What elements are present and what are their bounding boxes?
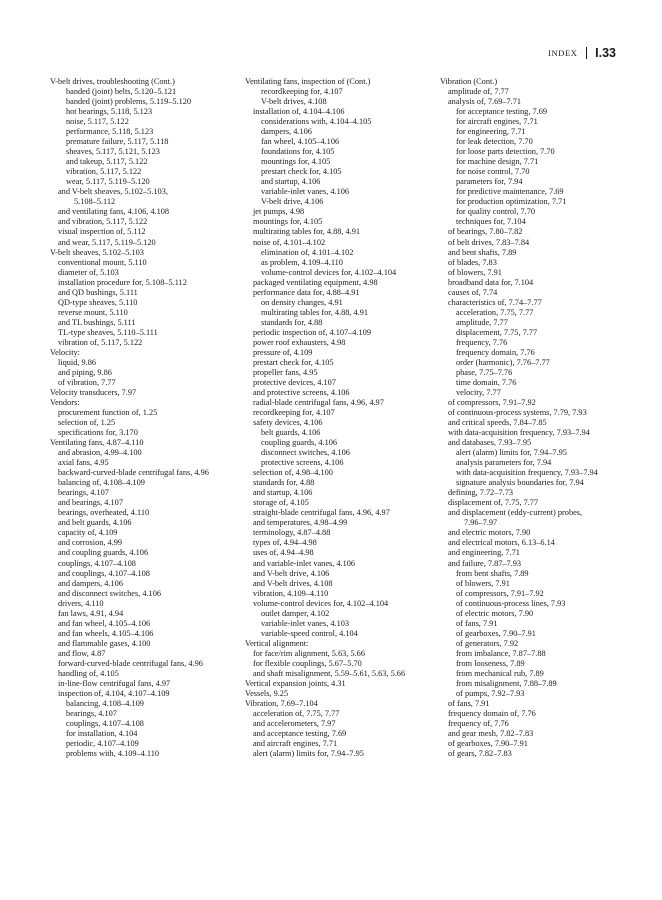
- index-sub-entry: couplings, 4.107–4.108: [58, 558, 136, 568]
- index-sub-entry: handling of, 4.105: [58, 668, 119, 678]
- index-sub-entry: of fans, 7.91: [456, 618, 498, 628]
- index-sub-entry: and engineering, 7.71: [448, 548, 520, 558]
- index-sub-entry: and protective screens, 4.106: [253, 387, 350, 397]
- index-sub-entry: and bent shafts, 7.89: [448, 247, 517, 257]
- index-sub-entry: and flow, 4.87: [58, 648, 106, 658]
- index-main-entry: Vibration (Cont.): [440, 77, 498, 86]
- index-sub-entry: conventional mount, 5.110: [58, 257, 147, 267]
- index-sub-entry: with data-acquisition frequency, 7.93–7.94: [448, 428, 590, 438]
- index-main-entry: Ventilating fans, 4.87–4.110: [50, 438, 144, 448]
- index-sub-entry: defining, 7.72–7.73: [448, 488, 513, 498]
- index-sub-entry: outlet damper, 4.102: [261, 608, 330, 618]
- index-sub-entry: multirating tables for, 4.88, 4.91: [253, 227, 361, 237]
- index-sub-entry: and belt guards, 4.106: [58, 518, 132, 528]
- index-sub-entry: parameters for, 7.94: [456, 177, 523, 187]
- index-sub-entry: velocity, 7.77: [456, 387, 501, 397]
- index-sub-entry: straight-blade centrifugal fans, 4.96, 4.97: [253, 508, 390, 518]
- index-sub-entry: reverse mount, 5.110: [58, 307, 128, 317]
- index-sub-entry: mountings for, 4.105: [261, 157, 331, 167]
- index-sub-entry: and wear, 5.117, 5.119–5.120: [58, 237, 156, 247]
- index-sub-entry: for engineering, 7.71: [456, 127, 526, 137]
- index-sub-entry: variable-inlet vanes, 4.106: [261, 187, 350, 197]
- index-sub-entry: packaged ventilating equipment, 4.98: [253, 277, 378, 287]
- index-sub-entry: of blowers, 7.91: [448, 267, 502, 277]
- index-sub-entry: dampers, 4.106: [261, 127, 312, 137]
- index-sub-entry: volume-control devices for, 4.102–4.104: [261, 267, 397, 277]
- index-sub-entry: alert (alarm) limits for, 7.94–7.95: [253, 749, 364, 759]
- index-sub-entry: V-belt drive, 4.106: [261, 197, 324, 207]
- index-sub-entry: selection of, 1.25: [58, 418, 116, 428]
- index-sub-entry: and bearings, 4.107: [58, 498, 123, 508]
- index-sub-entry: and accelerometers, 7.97: [253, 719, 336, 728]
- index-sub-entry: of gearboxes, 7.90–7.91: [448, 739, 528, 749]
- index-sub-entry: order (harmonic), 7.76–7.77: [456, 357, 550, 367]
- index-sub-entry: analysis of, 7.69–7.71: [448, 97, 522, 107]
- index-sub-entry: recordkeeping for, 4.107: [253, 408, 335, 418]
- index-sub-entry: of electric motors, 7.90: [456, 608, 534, 618]
- index-sub-entry: installation procedure for, 5.108–5.112: [58, 277, 187, 287]
- index-main-entry: Vendors:: [50, 398, 80, 407]
- index-sub-entry: and coupling guards, 4.106: [58, 548, 149, 558]
- index-sub-entry: liquid, 9.86: [58, 357, 97, 367]
- index-sub-entry: and dampers, 4.106: [58, 578, 123, 588]
- index-sub-entry: prestart check for, 4.105: [253, 357, 334, 367]
- index-sub-entry: as problem, 4.109–4.110: [261, 257, 343, 267]
- index-sub-entry: frequency of, 7.76: [448, 719, 509, 728]
- index-sub-entry: with data-acquisition frequency, 7.93–7.94: [456, 468, 598, 478]
- index-sub-entry: for aircraft engines, 7.71: [456, 117, 538, 127]
- index-sub-entry: axial fans, 4.95: [58, 458, 109, 468]
- index-sub-entry: of continuous-process lines, 7.93: [456, 598, 566, 608]
- index-sub-entry: causes of, 7.74: [448, 287, 498, 297]
- index-main-entry: V-belt sheaves, 5.102–5.103: [50, 247, 144, 257]
- index-sub-entry: foundations for, 4.105: [261, 147, 335, 157]
- index-sub-entry: broadband data for, 7.104: [448, 277, 534, 287]
- index-sub-entry: prestart check for, 4.105: [261, 167, 342, 177]
- index-sub-entry: and TL bushings, 5.111: [58, 317, 136, 327]
- index-sub-entry: bearings, 4.107: [66, 708, 117, 718]
- index-sub-entry: belt guards, 4.106: [261, 428, 321, 438]
- index-sub-entry: on density changes, 4.91: [261, 297, 343, 307]
- index-sub-entry: sheaves, 5.117, 5.121, 5.123: [66, 147, 160, 157]
- index-sub-entry: of vibration, 7.77: [58, 377, 116, 387]
- index-sub-entry: installation of, 4.104–4.106: [253, 107, 345, 117]
- index-sub-entry: and electrical motors, 6.13–6.14: [448, 538, 555, 548]
- index-sub-entry: periodic, 4.107–4.109: [66, 739, 139, 749]
- index-sub-entry: from misalignment, 7.88–7.89: [456, 678, 557, 688]
- index-sub-entry: from looseness, 7.89: [456, 658, 525, 668]
- index-sub-entry: acceleration of, 7.75, 7.77: [253, 708, 340, 718]
- index-sub-entry: types of, 4.94–4.98: [253, 538, 317, 548]
- index-main-entry: V-belt drives, troubleshooting (Cont.): [50, 77, 175, 86]
- index-sub-entry: of blowers, 7.91: [456, 578, 510, 588]
- index-sub-entry: and corrosion, 4.99: [58, 538, 123, 548]
- index-sub-entry: backward-curved-blade centrifugal fans, 4.96: [58, 468, 209, 478]
- index-sub-entry: and variable-inlet vanes, 4.106: [253, 558, 356, 568]
- index-sub-entry: banded (joint) problems, 5.119–5.120: [66, 97, 192, 107]
- index-sub-entry: and temperatures, 4.98–4.99: [253, 518, 348, 528]
- index-sub-entry: and aircraft engines, 7.71: [253, 739, 338, 749]
- running-header: [548, 44, 616, 62]
- index-sub-entry: amplitude of, 7.77: [448, 87, 509, 97]
- index-sub-entry: 7.96–7.97: [464, 518, 498, 528]
- index-sub-entry: and failure, 7.87–7.93: [448, 558, 522, 568]
- index-sub-entry: alert (alarm) limits for, 7.94–7.95: [456, 448, 567, 458]
- index-sub-entry: disconnect switches, 4.106: [261, 448, 350, 458]
- index-sub-entry: for acceptance testing, 7.69: [456, 107, 547, 117]
- index-sub-entry: and QD bushings, 5.111: [58, 287, 138, 297]
- index-sub-entry: from mechanical rub, 7.89: [456, 668, 544, 678]
- header-section-label: INDEX: [548, 48, 578, 58]
- index-sub-entry: radial-blade centrifugal fans, 4.96, 4.97: [253, 398, 384, 407]
- index-main-entry: Velocity transducers, 7.97: [50, 387, 137, 397]
- index-sub-entry: balancing, 4.108–4.109: [66, 698, 144, 708]
- index-sub-entry: displacement of, 7.75, 7.77: [448, 498, 539, 508]
- index-sub-entry: frequency domain, 7.76: [456, 347, 535, 357]
- index-sub-entry: for quality control, 7.70: [456, 207, 536, 217]
- index-sub-entry: hot bearings, 5.118, 5.123: [66, 107, 153, 117]
- index-sub-entry: procurement function of, 1.25: [58, 408, 158, 418]
- index-sub-entry: analysis parameters for, 7.94: [456, 458, 552, 468]
- index-sub-entry: QD-type sheaves, 5.110: [58, 297, 138, 307]
- index-sub-entry: inspection of, 4.104, 4.107–4.109: [58, 688, 170, 698]
- index-sub-entry: and piping, 9.86: [58, 367, 112, 377]
- index-sub-entry: bearings, overheated, 4.110: [58, 508, 150, 518]
- index-sub-entry: diameter of, 5.103: [58, 267, 119, 277]
- index-sub-entry: and shaft misalignment, 5.59–5.61, 5.63, 5.66: [253, 668, 406, 678]
- index-sub-entry: terminology, 4.87–4.88: [253, 528, 331, 538]
- index-sub-entry: selection of, 4.98–4.100: [253, 468, 333, 478]
- index-sub-entry: frequency domain of, 7.76: [448, 708, 536, 718]
- index-sub-entry: and ventilating fans, 4.106, 4.108: [58, 207, 170, 217]
- index-sub-entry: for machine design, 7.71: [456, 157, 539, 167]
- index-sub-entry: for predictive maintenance, 7.69: [456, 187, 564, 197]
- index-sub-entry: and fan wheels, 4.105–4.106: [58, 628, 154, 638]
- index-sub-entry: for face/rim alignment, 5.63, 5.66: [253, 648, 365, 658]
- index-sub-entry: performance, 5.118, 5.123: [66, 127, 154, 137]
- index-sub-entry: 5.108–5.112: [74, 197, 116, 207]
- index-sub-entry: coupling guards, 4.106: [261, 438, 338, 448]
- index-sub-entry: noise of, 4.101–4.102: [253, 237, 326, 247]
- index-sub-entry: forward-curved-blade centrifugal fans, 4.96: [58, 658, 203, 668]
- index-sub-entry: recordkeeping for, 4.107: [261, 87, 343, 97]
- index-sub-entry: noise, 5.117, 5.122: [66, 117, 129, 127]
- index-sub-entry: and takeup, 5.117, 5.122: [66, 157, 148, 167]
- index-sub-entry: periodic inspection of, 4.107–4.109: [253, 327, 371, 337]
- index-sub-entry: premature failure, 5.117, 5.118: [66, 137, 169, 147]
- index-sub-entry: specifications for, 3.170: [58, 428, 138, 438]
- header-separator: [586, 47, 588, 59]
- index-sub-entry: standards for, 4.88: [261, 317, 323, 327]
- index-sub-entry: storage of, 4.105: [253, 498, 309, 508]
- index-sub-entry: of belt drives, 7.83–7.84: [448, 237, 530, 247]
- index-sub-entry: of compressors, 7.91–7.92: [456, 588, 544, 598]
- index-sub-entry: for installation, 4.104: [66, 729, 138, 739]
- index-sub-entry: and vibration, 5.117, 5.122: [58, 217, 148, 227]
- index-sub-entry: for leak detection, 7.70: [456, 137, 533, 147]
- page-number: I.33: [595, 46, 616, 60]
- index-sub-entry: of pumps, 7.92–7.93: [456, 688, 525, 698]
- index-sub-entry: balancing of, 4.108–4.109: [58, 478, 145, 488]
- index-sub-entry: of compressors, 7.91–7.92: [448, 398, 536, 407]
- index-sub-entry: amplitude, 7.77: [456, 317, 508, 327]
- index-sub-entry: in-line-flow centrifugal fans, 4.97: [58, 678, 171, 688]
- index-sub-entry: fan wheel, 4.105–4.106: [261, 137, 340, 147]
- index-sub-entry: for flexible couplings, 5.67–5.70: [253, 658, 362, 668]
- index-sub-entry: TL-type sheaves, 5.110–5.111: [58, 327, 158, 337]
- index-sub-entry: considerations with, 4.104–4.105: [261, 117, 372, 127]
- index-column-2: [245, 77, 440, 759]
- index-sub-entry: V-belt drives, 4.108: [261, 97, 327, 107]
- index-sub-entry: jet pumps, 4.98: [253, 207, 305, 217]
- index-sub-entry: visual inspection of, 5.112: [58, 227, 146, 237]
- index-sub-entry: variable-speed control, 4.104: [261, 628, 358, 638]
- index-sub-entry: couplings, 4.107–4.108: [66, 719, 144, 728]
- index-sub-entry: and flammable gases, 4.100: [58, 638, 151, 648]
- index-sub-entry: variable-inlet vanes, 4.103: [261, 618, 350, 628]
- index-sub-entry: techniques for, 7.104: [456, 217, 526, 227]
- index-sub-entry: and couplings, 4.107–4.108: [58, 568, 150, 578]
- index-sub-entry: and startup, 4.106: [253, 488, 313, 498]
- index-sub-entry: and abrasion, 4.99–4.100: [58, 448, 142, 458]
- index-main-entry: Vessels, 9.25: [245, 688, 289, 698]
- index-sub-entry: mountings for, 4.105: [253, 217, 323, 227]
- index-sub-entry: uses of, 4.94–4.98: [253, 548, 314, 558]
- index-sub-entry: time domain, 7.76: [456, 377, 517, 387]
- index-sub-entry: protective screens, 4.106: [261, 458, 344, 468]
- index-sub-entry: standards for, 4.88: [253, 478, 315, 488]
- index-sub-entry: power roof exhausters, 4.98: [253, 337, 346, 347]
- index-sub-entry: problems with, 4.109–4.110: [66, 749, 160, 759]
- index-sub-entry: acceleration, 7.75, 7.77: [456, 307, 534, 317]
- index-sub-entry: vibration, 5.117, 5.122: [66, 167, 142, 177]
- index-sub-entry: and electric motors, 7.90: [448, 528, 531, 538]
- index-sub-entry: and V-belt drives, 4.108: [253, 578, 333, 588]
- index-sub-entry: and startup, 4.106: [261, 177, 321, 187]
- index-sub-entry: characteristics of, 7.74–7.77: [448, 297, 542, 307]
- index-sub-entry: and disconnect switches, 4.106: [58, 588, 161, 598]
- index-sub-entry: vibration, 4.109–4.110: [253, 588, 329, 598]
- index-sub-entry: from imbalance, 7.87–7.88: [456, 648, 546, 658]
- index-sub-entry: from bent shafts, 7.89: [456, 568, 529, 578]
- index-sub-entry: multirating tables for, 4.88, 4.91: [261, 307, 369, 317]
- index-sub-entry: of generators, 7.92: [456, 638, 519, 648]
- index-sub-entry: of gears, 7.82–7.83: [448, 749, 512, 759]
- index-sub-entry: for noise control, 7.70: [456, 167, 530, 177]
- index-main-entry: Ventilating fans, inspection of (Cont.): [245, 77, 371, 86]
- index-sub-entry: bearings, 4.107: [58, 488, 109, 498]
- index-sub-entry: of blades, 7.83: [448, 257, 497, 267]
- index-sub-entry: frequency, 7.76: [456, 337, 508, 347]
- index-main-entry: Vibration, 7.69–7.104: [245, 698, 318, 708]
- index-sub-entry: and critical speeds, 7.84–7.85: [448, 418, 547, 428]
- index-column-3: [440, 77, 630, 759]
- index-sub-entry: and acceptance testing, 7.69: [253, 729, 347, 739]
- index-sub-entry: displacement, 7.75, 7.77: [456, 327, 538, 337]
- index-sub-entry: and fan wheel, 4.105–4.106: [58, 618, 151, 628]
- index-sub-entry: drivers, 4.110: [58, 598, 104, 608]
- index-sub-entry: of continuous-process systems, 7.79, 7.93: [448, 408, 587, 418]
- index-sub-entry: of bearings, 7.80–7.82: [448, 227, 523, 237]
- index-main-entry: Vertical alignment:: [245, 638, 309, 648]
- index-sub-entry: vibration of, 5.117, 5.122: [58, 337, 143, 347]
- index-sub-entry: elimination of, 4.101–4.102: [261, 247, 354, 257]
- index-sub-entry: for loose parts detection, 7.70: [456, 147, 555, 157]
- index-sub-entry: wear, 5.117, 5.119–5.120: [66, 177, 150, 187]
- index-sub-entry: pressure of, 4.109: [253, 347, 313, 357]
- index-sub-entry: banded (joint) belts, 5.120–5.121: [66, 87, 177, 97]
- index-sub-entry: and V-belt drive, 4.106: [253, 568, 330, 578]
- index-sub-entry: propeller fans, 4.95: [253, 367, 318, 377]
- index-sub-entry: fan laws, 4.91, 4.94: [58, 608, 124, 618]
- index-sub-entry: and V-belt sheaves, 5.102–5.103,: [58, 187, 168, 197]
- index-sub-entry: volume-control devices for, 4.102–4.104: [253, 598, 389, 608]
- index-sub-entry: protective devices, 4.107: [253, 377, 336, 387]
- index-column-1: [50, 77, 245, 759]
- index-main-entry: Velocity:: [50, 347, 80, 357]
- index-main-entry: Vertical expansion joints, 4.31: [245, 678, 346, 688]
- index-sub-entry: and gear mesh, 7.82–7.83: [448, 729, 534, 739]
- index-sub-entry: capacity of, 4.109: [58, 528, 118, 538]
- index-sub-entry: and displacement (eddy-current) probes,: [448, 508, 583, 518]
- index-sub-entry: and databases, 7.93–7.95: [448, 438, 532, 448]
- index-sub-entry: of fans, 7.91: [448, 698, 490, 708]
- index-sub-entry: of gearboxes, 7.90–7.91: [456, 628, 536, 638]
- index-sub-entry: performance data for, 4.88–4.91: [253, 287, 360, 297]
- index-sub-entry: signature analysis boundaries for, 7.94: [456, 478, 584, 488]
- index-sub-entry: for production optimization, 7.71: [456, 197, 567, 207]
- index-sub-entry: safety devices, 4.106: [253, 418, 323, 428]
- index-sub-entry: phase, 7.75–7.76: [456, 367, 513, 377]
